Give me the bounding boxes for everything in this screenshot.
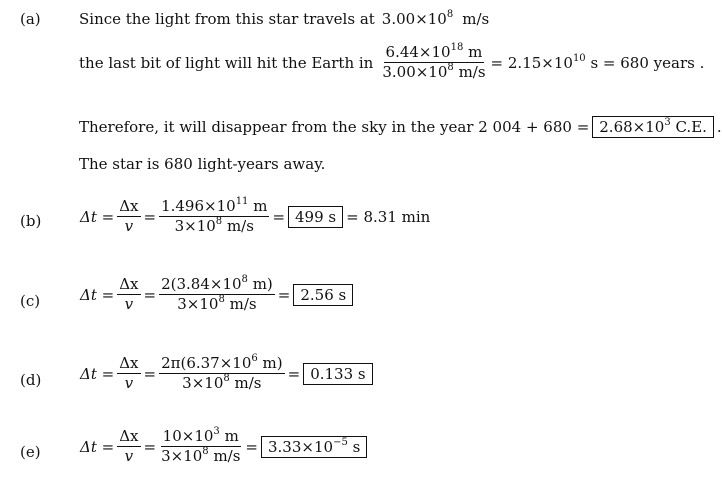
part-a-answer-box — [592, 116, 714, 138]
part-a-line1-text: Since the light from this star travels at — [79, 10, 375, 28]
part-b-dx: Δx — [117, 198, 140, 217]
part-b-den: 3×10 — [174, 217, 216, 236]
part-a-answer: 2.68×10 — [599, 118, 665, 136]
part-d-num: 2π(6.37×10 — [161, 354, 252, 372]
part-a-line4: The star is 680 light-years away. — [79, 155, 326, 173]
part-b-num: 1.496×10 — [161, 197, 236, 215]
part-c-num-unit: m) — [252, 275, 273, 293]
part-e-num-unit: m — [224, 427, 239, 445]
part-a-answer-unit: C.E. — [675, 118, 707, 136]
part-e-answer-unit: s — [352, 437, 361, 456]
part-c-den-exp: 8 — [218, 294, 225, 306]
part-b-den-unit: m/s — [226, 217, 254, 236]
part-a-speed-exp: 8 — [446, 9, 454, 20]
part-a-fraction — [380, 44, 487, 82]
part-b-label: (b) — [20, 212, 42, 230]
part-d-answer-box: 0.133 s — [303, 363, 372, 385]
part-e-lhs: Δt = — [80, 437, 115, 456]
part-e-label: (e) — [20, 443, 41, 461]
part-e-dx: Δx — [117, 428, 140, 447]
part-a-line1 — [79, 10, 489, 28]
part-c-label: (c) — [20, 292, 41, 310]
part-e-equation: Δt = $\frac{\Delta x}{v}$ = $\frac{10\times 10^3 m}{3\times 10^8 m/s}$ = $3.33\times 10^{-5}$ s — [80, 428, 367, 466]
part-c-answer-box: 2.56 s — [293, 284, 353, 306]
part-d-label: (d) — [20, 371, 42, 389]
part-a-line2-text: the last bit of light will hit the Earth in — [79, 53, 374, 72]
part-a-label: (a) — [20, 10, 41, 28]
part-b-num-unit: m — [253, 197, 268, 215]
part-a-line3-end: . — [716, 118, 722, 136]
part-c-lhs: Δt = — [80, 285, 115, 304]
part-c-den: 3×10 — [177, 295, 219, 314]
part-a-num-unit: m — [468, 43, 483, 61]
part-a-line3-text: Therefore, it will disappear from the sky in the year 2 004 + 680 = — [79, 118, 590, 136]
part-c-num-exp: 8 — [241, 274, 248, 285]
part-e-den-exp: 8 — [202, 446, 209, 458]
part-d-num-unit: m) — [262, 354, 283, 372]
part-e-den: 3×10 — [161, 447, 203, 466]
part-a-result-exp: 10 — [572, 52, 586, 64]
part-d-equation: Δt = $\frac{\Delta x}{v}$ = $\frac{2\pi(6.37\times 10^6 m)}{3\times 10^8 m/s}$ = 0.133 s — [80, 355, 373, 393]
part-b-num-exp: 11 — [235, 196, 249, 207]
part-b-den-exp: 8 — [215, 216, 223, 228]
part-a-num: 6.44×10 — [385, 43, 451, 61]
part-c-equation: Δt = $\frac{\Delta x}{v}$ = $\frac{2(3.84\times 10^8 m)}{3\times 10^8 m/s}$ = 2.56 s — [80, 276, 353, 314]
part-e-num-exp: 3 — [213, 426, 220, 437]
part-d-v: v — [124, 374, 134, 393]
part-d-dx: Δx — [117, 355, 140, 374]
part-a-num-exp: 18 — [450, 42, 464, 53]
part-a-speed: 3.00×10 — [381, 10, 447, 28]
part-a-den-unit: m/s — [458, 63, 486, 82]
part-a-result: = 2.15×10 — [490, 53, 573, 72]
part-a-speed-unit: m/s — [462, 10, 490, 28]
part-e-answer: 3.33×10 — [268, 437, 334, 456]
part-d-lhs: Δt = — [80, 364, 115, 383]
part-a-line2 — [79, 44, 704, 82]
part-a-result-tail: s = 680 years . — [590, 53, 705, 72]
part-d-den-exp: 8 — [223, 373, 230, 385]
part-e-num: 10×10 — [162, 427, 214, 445]
part-b-fraction — [159, 198, 269, 236]
part-b-lhs: Δt = — [80, 207, 115, 226]
part-d-den-unit: m/s — [234, 374, 262, 393]
part-d-den: 3×10 — [182, 374, 224, 393]
part-c-v: v — [124, 295, 134, 314]
part-e-answer-exp: −5 — [333, 436, 348, 448]
part-b-v: v — [124, 217, 134, 236]
part-c-num: 2(3.84×10 — [161, 275, 242, 293]
part-d-fraction — [159, 355, 285, 393]
part-b-answer-box: 499 s — [288, 206, 343, 228]
part-d-num-exp: 6 — [251, 353, 258, 364]
part-e-answer-box — [261, 436, 367, 458]
part-e-v: v — [124, 447, 134, 466]
part-b-tail: = 8.31 min — [346, 207, 431, 226]
part-e-den-unit: m/s — [213, 447, 241, 466]
part-c-dx: Δx — [117, 276, 140, 295]
part-a-den: 3.00×10 — [382, 63, 448, 82]
part-e-fraction — [159, 428, 242, 466]
part-a-answer-exp: 3 — [664, 117, 671, 128]
part-b-equation: Δt = $\frac{\Delta x}{v}$ = $\frac{1.496\times 10^{11} m}{3\times 10^8 m/s}$ = 499 s = 8.31 min — [80, 196, 431, 236]
part-a-den-exp: 8 — [447, 62, 454, 74]
part-a-line3 — [79, 116, 722, 138]
part-c-fraction — [159, 276, 275, 314]
part-c-den-unit: m/s — [229, 295, 257, 314]
